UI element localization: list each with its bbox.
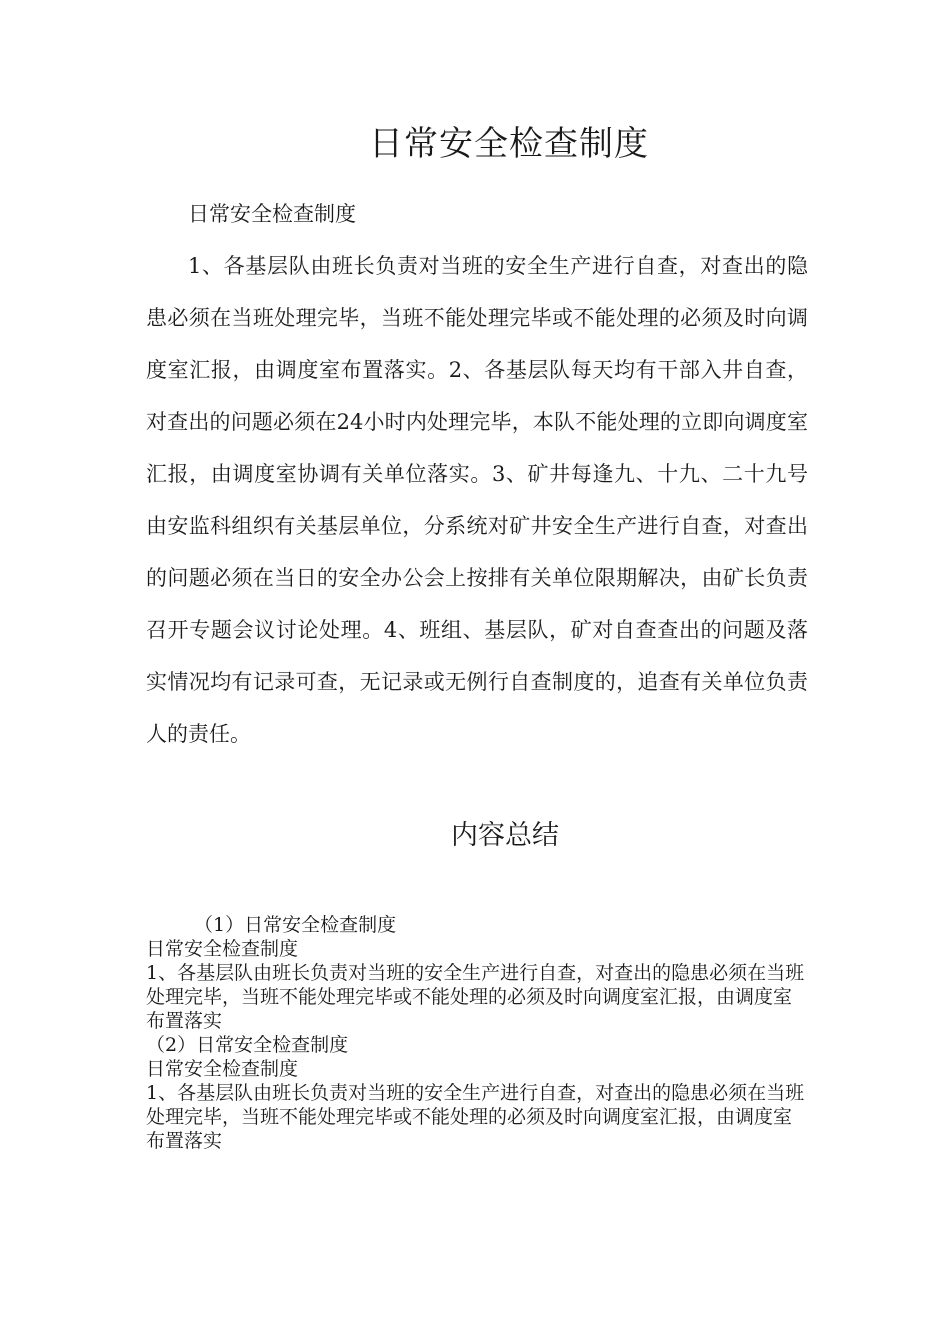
body-paragraph: 1、各基层队由班长负责对当班的安全生产进行自查，对查出的隐患必须在当班处理完毕，当班不能处理完毕或不能处理的必须及时向调度室汇报，由调度室布置落实。2、各基层队每天均有干部入井自查，对查出的问题必须在24小时内处理完毕，本队不能处理的立即向调度室汇报，由调度室协调有关单位落实。3、矿井每逢九、十九、二十九号由安监科组织有关基层单位，分系统对矿井安全生产进行自查，对查出的问题必须在当日的安全办公会上按排有关单位限期解决，由矿长负责召开专题会议讨论处理。4、班组、基层队，矿对自查查出的问题及落实情况均有记录可查，无记录或无例行自查制度的，追查有关单位负责人的责任。 [146, 254, 808, 746]
summary-title: 内容总结 [451, 820, 559, 851]
body-intro: 日常安全检查制度 [188, 202, 356, 226]
summary-item-text: 1、各基层队由班长负责对当班的安全生产进行自查，对查出的隐患必须在当班处理完毕，当班不能处理完毕或不能处理的必须及时向调度室汇报，由调度室布置落实 [146, 962, 805, 1032]
summary-item-subtitle: 日常安全检查制度 [146, 1058, 299, 1080]
document-title: 日常安全检查制度 [369, 124, 649, 164]
summary-item-heading: （1）日常安全检查制度 [194, 914, 397, 936]
summary-item-subtitle: 日常安全检查制度 [146, 938, 299, 960]
summary-section [146, 913, 808, 1153]
document-body [146, 188, 808, 760]
summary-item-text: 1、各基层队由班长负责对当班的安全生产进行自查，对查出的隐患必须在当班处理完毕，当班不能处理完毕或不能处理的必须及时向调度室汇报，由调度室布置落实 [146, 1082, 805, 1152]
summary-item-heading: （2）日常安全检查制度 [146, 1034, 349, 1056]
